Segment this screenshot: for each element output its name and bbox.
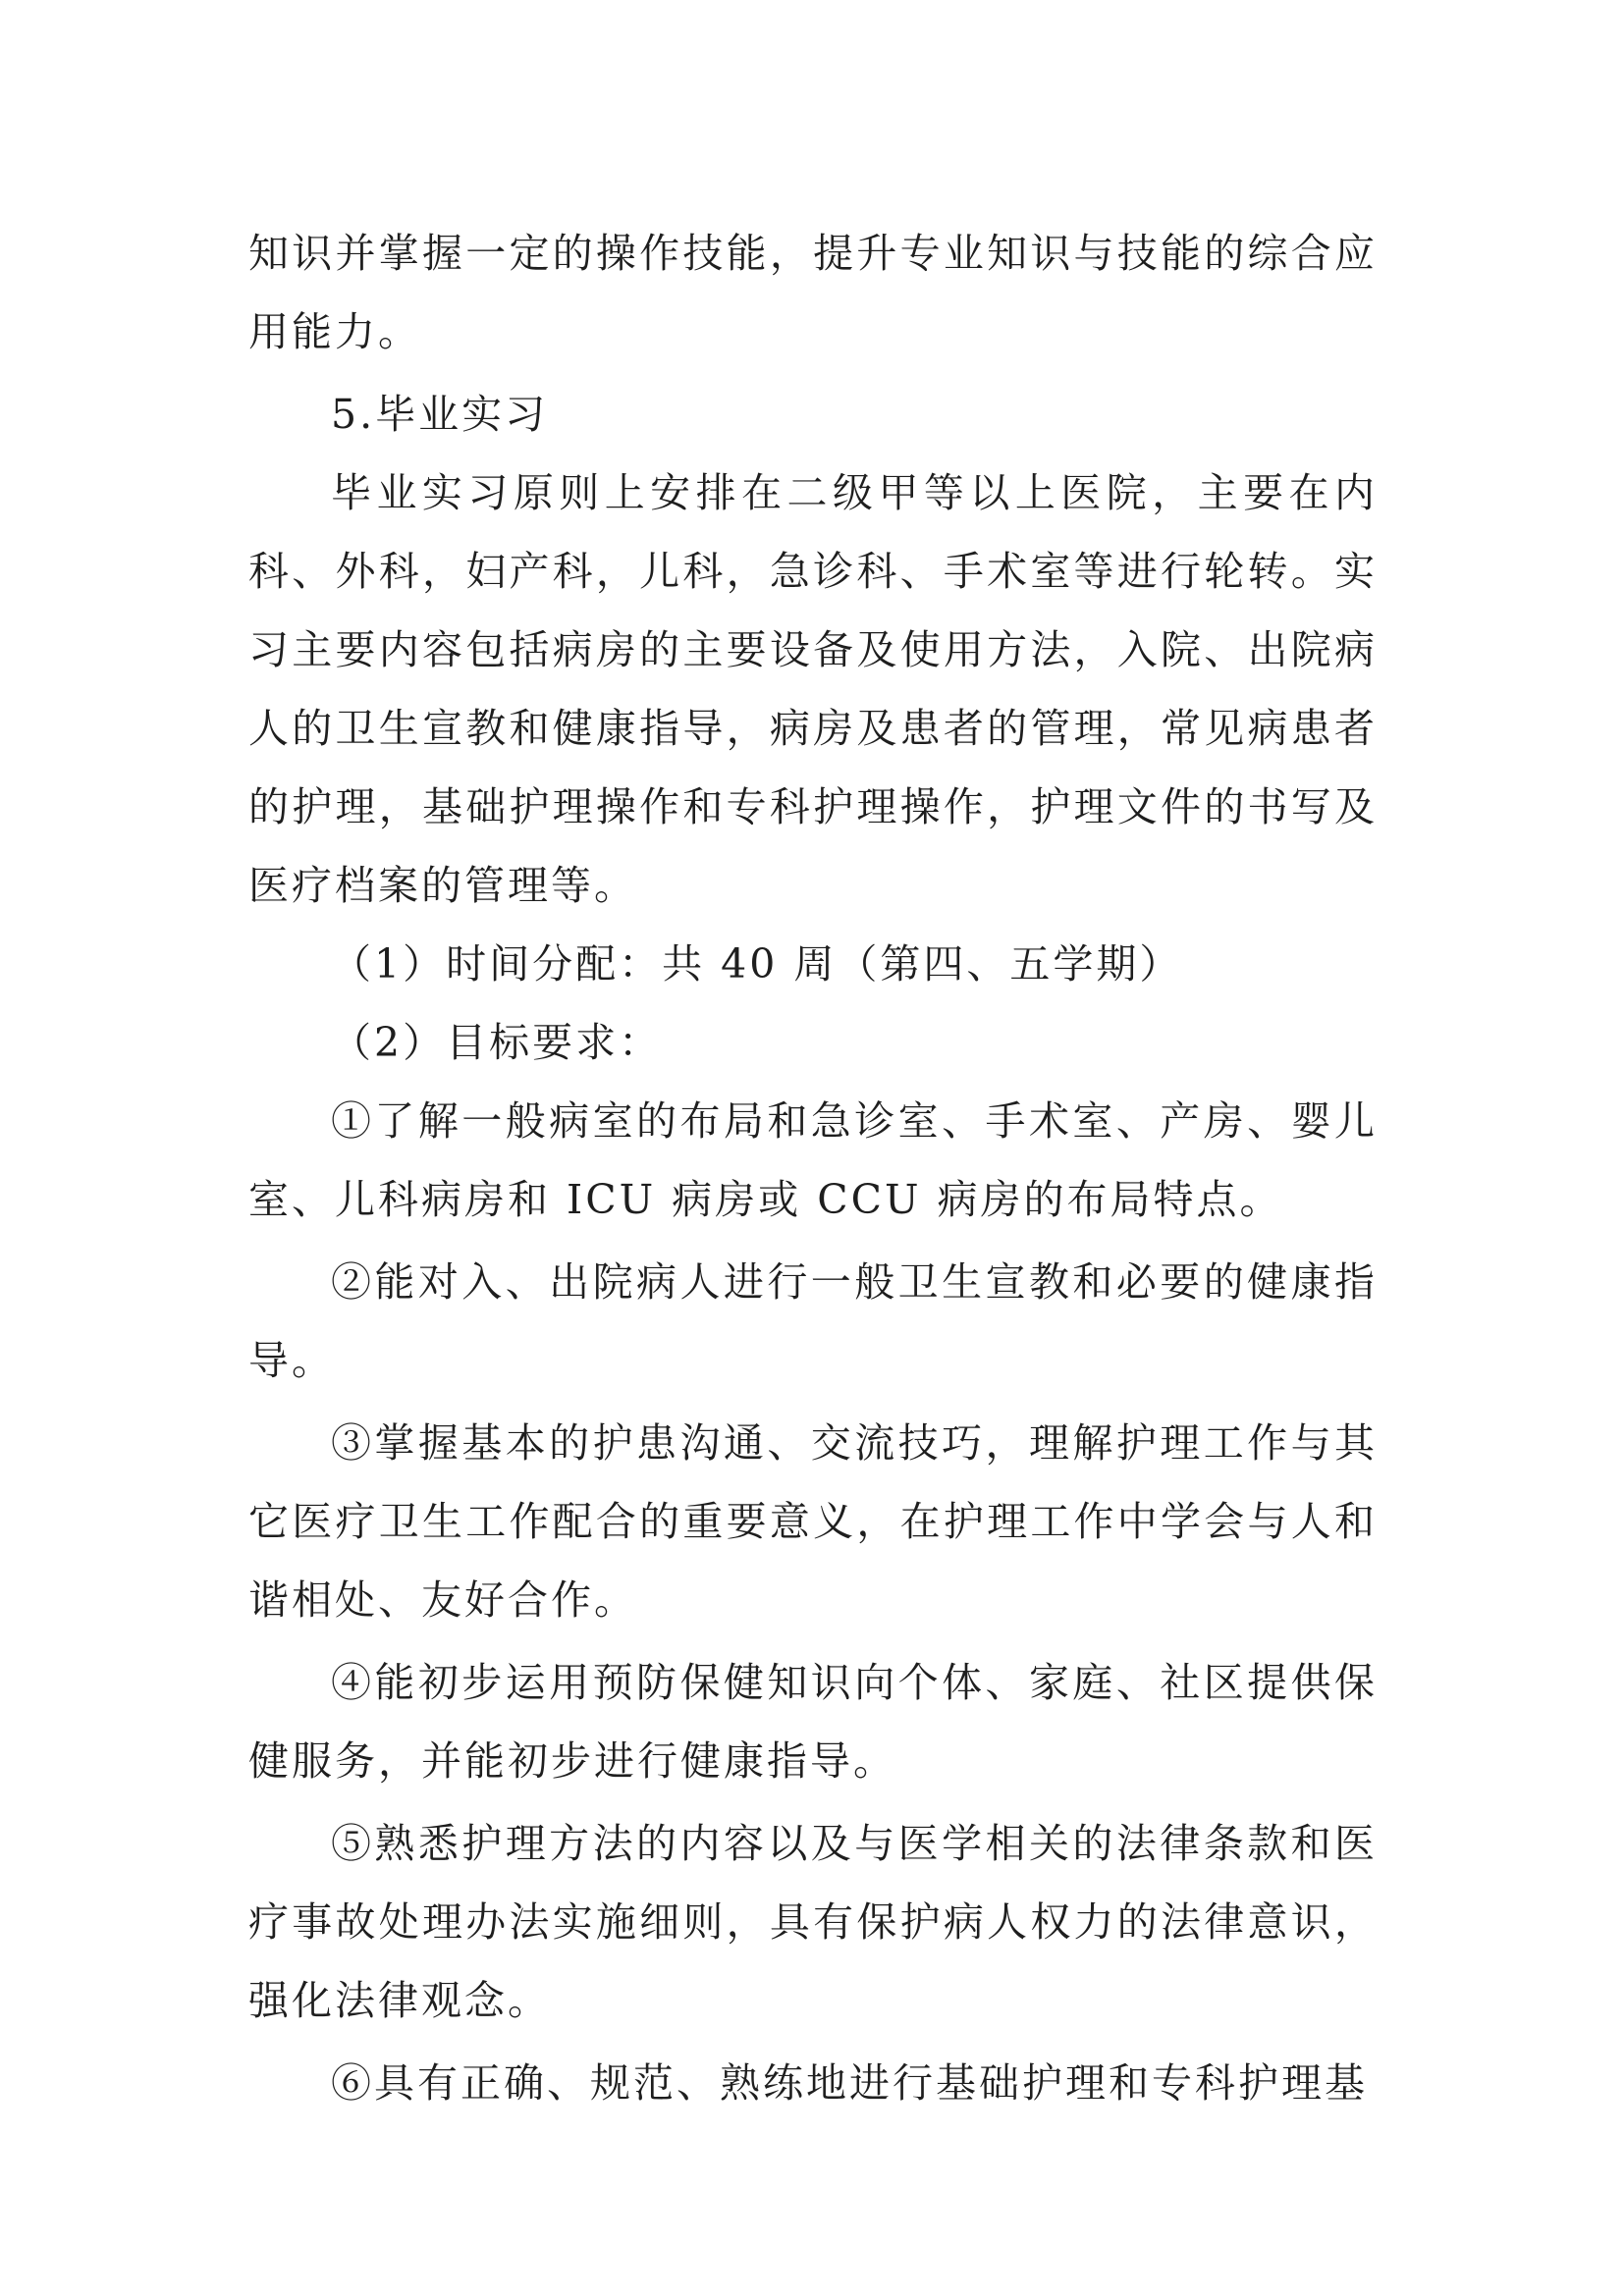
document-body bbox=[248, 214, 1378, 2122]
goal-item-6: ⑥具有正确、规范、熟练地进行基础护理和专科护理基 bbox=[331, 2059, 1368, 2107]
time-allocation-item: （1）时间分配：共 40 周（第四、五学期） bbox=[331, 940, 1183, 988]
section-heading: 5.毕业实习 bbox=[331, 391, 549, 438]
continuation-paragraph: 知识并掌握一定的操作技能，提升专业知识与技能的综合应用能力。 bbox=[248, 230, 1378, 355]
goal-item-3: ③掌握基本的护患沟通、交流技巧，理解护理工作与其它医疗卫生工作配合的重要意义，在护理工作中学会与人和谐相处、友好合作。 bbox=[248, 1419, 1378, 1624]
goal-item-4: ④能初步运用预防保健知识向个体、家庭、社区提供保健服务，并能初步进行健康指导。 bbox=[248, 1659, 1378, 1785]
internship-overview-paragraph: 毕业实习原则上安排在二级甲等以上医院，主要在内科、外科，妇产科，儿科，急诊科、手术室等进行轮转。实习主要内容包括病房的主要设备及使用方法，入院、出院病人的卫生宣教和健康指导，病房及患者的管理，常见病患者的护理，基础护理操作和专科护理操作，护理文件的书写及医疗档案的管理等。 bbox=[248, 469, 1378, 909]
goal-item-1: ①了解一般病室的布局和急诊室、手术室、产房、婴儿室、儿科病房和 ICU 病房或 CCU 病房的布局特点。 bbox=[248, 1097, 1378, 1223]
goal-requirements-heading: （2）目标要求： bbox=[331, 1019, 663, 1066]
goal-item-2: ②能对入、出院病人进行一般卫生宣教和必要的健康指导。 bbox=[248, 1258, 1378, 1384]
goal-item-5: ⑤熟悉护理方法的内容以及与医学相关的法律条款和医疗事故处理办法实施细则，具有保护病人权力的法律意识，强化法律观念。 bbox=[248, 1820, 1378, 2024]
